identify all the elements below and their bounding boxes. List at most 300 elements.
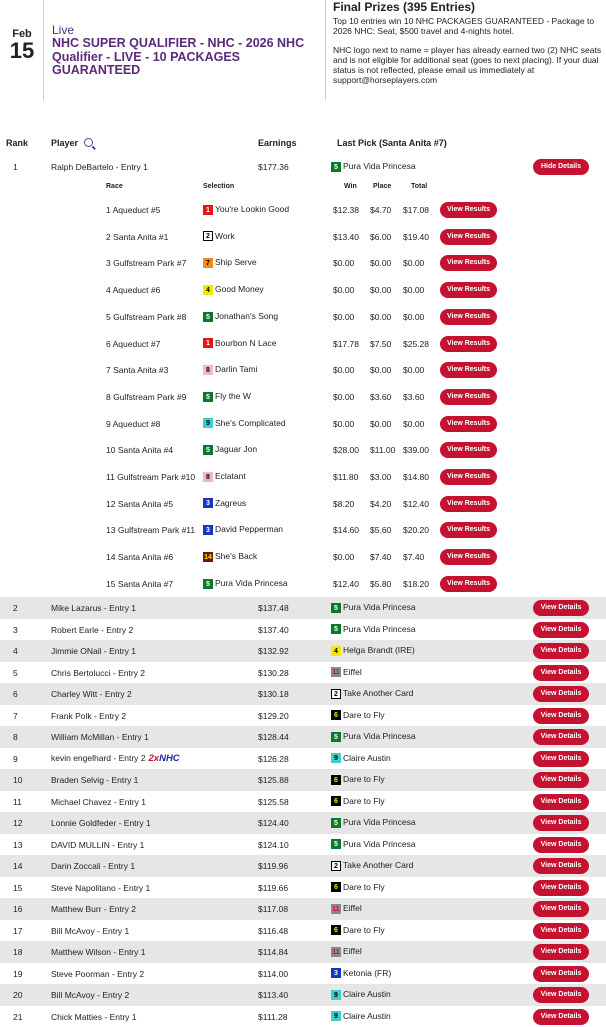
player-name: Matthew Burr - Entry 2 xyxy=(51,904,136,914)
rank-cell: 4 xyxy=(13,646,18,656)
selection-cell xyxy=(203,204,289,215)
post-position-badge: 6 xyxy=(331,882,341,892)
race-detail-row xyxy=(0,254,606,272)
selection-horse: Good Money xyxy=(215,284,264,294)
race-detail-row xyxy=(0,201,606,219)
last-pick-cell xyxy=(331,968,391,979)
place-amount: $11.00 xyxy=(370,445,395,455)
selection-cell xyxy=(203,578,288,589)
post-position-badge: 6 xyxy=(331,710,341,720)
race-detail-row xyxy=(0,521,606,539)
view-details-button[interactable]: View Details xyxy=(533,600,589,616)
player-name: kevin engelhard - Entry 2 xyxy=(51,753,146,763)
player-name: Darin Zoccali - Entry 1 xyxy=(51,861,135,871)
earnings-cell: $119.96 xyxy=(258,861,288,871)
selection-cell xyxy=(203,231,235,242)
view-results-button[interactable]: View Results xyxy=(440,416,497,432)
prizes-title: Final Prizes (395 Entries) xyxy=(333,1,603,14)
view-results-button[interactable]: View Results xyxy=(440,336,497,352)
total-amount: $17.08 xyxy=(403,205,429,215)
post-position-badge: 2 xyxy=(331,861,341,871)
selection-horse: Bourbon N Lace xyxy=(215,338,276,348)
table-row xyxy=(0,941,606,963)
rank-cell: 21 xyxy=(13,1012,22,1022)
place-amount: $0.00 xyxy=(370,258,391,268)
selection-horse: Jonathan's Song xyxy=(215,311,278,321)
place-amount: $7.50 xyxy=(370,339,391,349)
view-results-button[interactable]: View Results xyxy=(440,229,497,245)
last-pick-horse: Dare to Fly xyxy=(343,774,385,784)
player-cell xyxy=(51,775,138,785)
view-results-button[interactable]: View Results xyxy=(440,442,497,458)
last-pick-cell xyxy=(331,161,416,172)
player-name: Mike Lazarus - Entry 1 xyxy=(51,603,136,613)
view-results-button[interactable]: View Results xyxy=(440,576,497,592)
header-divider xyxy=(325,0,326,100)
prizes-panel xyxy=(333,1,603,94)
last-pick-horse: Eiffel xyxy=(343,903,362,913)
player-cell xyxy=(51,969,144,979)
selection-horse: She's Back xyxy=(215,551,257,561)
post-position-badge: 9 xyxy=(331,990,341,1000)
table-row xyxy=(0,726,606,748)
post-position-badge: 5 xyxy=(331,839,341,849)
view-details-button[interactable]: View Details xyxy=(533,880,589,896)
selection-horse: Fly the W xyxy=(215,391,251,401)
rank-cell: 16 xyxy=(13,904,22,914)
rank-cell: 7 xyxy=(13,711,18,721)
place-amount: $5.80 xyxy=(370,579,391,589)
total-amount: $0.00 xyxy=(403,312,424,322)
win-amount: $0.00 xyxy=(333,285,354,295)
col-place: Place xyxy=(373,183,391,190)
place-amount: $4.70 xyxy=(370,205,391,215)
view-details-button[interactable]: View Details xyxy=(533,708,589,724)
post-position-badge: 1 xyxy=(203,338,213,348)
post-position-badge: 3 xyxy=(203,498,213,508)
last-pick-cell xyxy=(331,1011,391,1022)
date-day: 15 xyxy=(6,40,38,62)
post-position-badge: 2 xyxy=(203,231,213,241)
win-amount: $11.80 xyxy=(333,472,358,482)
last-pick-horse: Dare to Fly xyxy=(343,796,385,806)
earnings-cell: $114.84 xyxy=(258,947,288,957)
selection-horse: You're Lookin Good xyxy=(215,204,289,214)
player-cell xyxy=(51,711,126,721)
race-detail-row xyxy=(0,575,606,593)
earnings-cell: $130.28 xyxy=(258,668,289,678)
col-rank: Rank xyxy=(6,138,28,148)
race-name: 7 Santa Anita #3 xyxy=(106,365,168,375)
view-details-button[interactable]: View Details xyxy=(533,858,589,874)
table-row xyxy=(0,984,606,1006)
view-details-button[interactable]: View Details xyxy=(533,944,589,960)
player-cell xyxy=(51,1012,137,1022)
selection-cell xyxy=(203,391,251,402)
post-position-badge: 5 xyxy=(331,624,341,634)
rank-cell: 13 xyxy=(13,840,22,850)
last-pick-cell xyxy=(331,731,416,742)
total-amount: $25.28 xyxy=(403,339,429,349)
post-position-badge: 5 xyxy=(203,392,213,402)
view-details-button[interactable]: View Details xyxy=(533,686,589,702)
race-detail-row xyxy=(0,415,606,433)
last-pick-cell xyxy=(331,710,385,721)
view-details-button[interactable]: View Details xyxy=(533,987,589,1003)
win-amount: $28.00 xyxy=(333,445,359,455)
player-name: Jimmie ONail - Entry 1 xyxy=(51,646,136,656)
player-cell xyxy=(51,990,129,1000)
view-details-button[interactable]: View Details xyxy=(533,772,589,788)
last-pick-horse: Dare to Fly xyxy=(343,882,385,892)
last-pick-horse: Pura Vida Princesa xyxy=(343,817,416,827)
selection-cell xyxy=(203,551,257,562)
last-pick-cell xyxy=(331,688,413,699)
table-row xyxy=(0,812,606,834)
race-detail-row xyxy=(0,548,606,566)
player-name: Frank Polk - Entry 2 xyxy=(51,711,126,721)
last-pick-cell xyxy=(331,839,416,850)
earnings-cell: $177.36 xyxy=(258,162,289,172)
player-cell xyxy=(51,904,136,914)
contest-date xyxy=(6,28,38,62)
win-amount: $0.00 xyxy=(333,312,354,322)
last-pick-cell xyxy=(331,796,385,807)
last-pick-cell xyxy=(331,860,413,871)
race-name: 3 Gulfstream Park #7 xyxy=(106,258,186,268)
selection-cell xyxy=(203,284,264,295)
rank-cell: 20 xyxy=(13,990,22,1000)
rank-cell: 5 xyxy=(13,668,18,678)
race-detail-row xyxy=(0,495,606,513)
last-pick-horse: Pura Vida Princesa xyxy=(343,731,416,741)
post-position-badge: 5 xyxy=(203,445,213,455)
view-results-button[interactable]: View Results xyxy=(440,469,497,485)
last-pick-cell xyxy=(331,753,391,764)
race-name: 11 Gulfstream Park #10 xyxy=(106,472,195,482)
earnings-cell: $114.00 xyxy=(258,969,288,979)
post-position-badge: 3 xyxy=(203,525,213,535)
post-position-badge: 9 xyxy=(203,418,213,428)
post-position-badge: 5 xyxy=(331,162,341,172)
selection-cell xyxy=(203,444,257,455)
race-name: 9 Aqueduct #8 xyxy=(106,419,160,429)
place-amount: $3.00 xyxy=(370,472,391,482)
post-position-badge: 7 xyxy=(203,258,213,268)
view-results-button[interactable]: View Results xyxy=(440,309,497,325)
earnings-cell: $125.58 xyxy=(258,797,289,807)
rank-cell: 11 xyxy=(13,797,22,807)
rank-cell: 9 xyxy=(13,754,18,764)
race-detail-row xyxy=(0,388,606,406)
search-icon[interactable] xyxy=(84,138,93,147)
total-amount: $0.00 xyxy=(403,258,424,268)
player-name: Chick Matties - Entry 1 xyxy=(51,1012,137,1022)
player-cell xyxy=(51,668,145,678)
view-results-button[interactable]: View Results xyxy=(440,389,497,405)
post-position-badge: 11 xyxy=(331,947,341,957)
selection-horse: She's Complicated xyxy=(215,418,286,428)
last-pick-cell xyxy=(331,774,385,785)
total-amount: $20.20 xyxy=(403,525,429,535)
last-pick-horse: Dare to Fly xyxy=(343,925,385,935)
total-amount: $0.00 xyxy=(403,285,424,295)
player-name: Steve Napolitano - Entry 1 xyxy=(51,883,150,893)
view-results-button[interactable]: View Results xyxy=(440,549,497,565)
hide-details-button[interactable]: Hide Details xyxy=(533,159,589,175)
nhc-badge-text: NHC xyxy=(159,753,180,764)
win-amount: $13.40 xyxy=(333,232,359,242)
post-position-badge: 5 xyxy=(203,579,213,589)
earnings-cell: $128.44 xyxy=(258,732,289,742)
earnings-cell: $124.40 xyxy=(258,818,289,828)
player-cell xyxy=(51,883,150,893)
col-win: Win xyxy=(344,183,357,190)
earnings-cell: $125.88 xyxy=(258,775,289,785)
last-pick-horse: Take Another Card xyxy=(343,688,413,698)
player-cell xyxy=(51,646,136,656)
view-details-button[interactable]: View Details xyxy=(533,815,589,831)
col-race: Race xyxy=(106,183,123,190)
race-name: 8 Gulfstream Park #9 xyxy=(106,392,186,402)
last-pick-horse: Dare to Fly xyxy=(343,710,385,720)
post-position-badge: 11 xyxy=(331,904,341,914)
last-pick-cell xyxy=(331,989,391,1000)
nhc-badge-prefix: 2x xyxy=(149,753,160,764)
place-amount: $7.40 xyxy=(370,552,391,562)
race-detail-row xyxy=(0,361,606,379)
earnings-cell: $132.92 xyxy=(258,646,289,656)
player-name: Chris Bertolucci - Entry 2 xyxy=(51,668,145,678)
post-position-badge: 8 xyxy=(203,472,213,482)
total-amount: $7.40 xyxy=(403,552,424,562)
view-details-button[interactable]: View Details xyxy=(533,794,589,810)
total-amount: $19.40 xyxy=(403,232,429,242)
view-details-button[interactable]: View Details xyxy=(533,837,589,853)
view-results-button[interactable]: View Results xyxy=(440,362,497,378)
total-amount: $14.80 xyxy=(403,472,429,482)
post-position-badge: 4 xyxy=(203,285,213,295)
player-cell xyxy=(51,818,151,828)
player-cell xyxy=(51,732,149,742)
rank-cell: 8 xyxy=(13,732,18,742)
player-name: Lonnie Goldfeder - Entry 1 xyxy=(51,818,151,828)
selection-horse: David Pepperman xyxy=(215,524,283,534)
rank-cell: 19 xyxy=(13,969,22,979)
table-row xyxy=(0,683,606,705)
view-details-button[interactable]: View Details xyxy=(533,729,589,745)
win-amount: $0.00 xyxy=(333,258,354,268)
view-results-button[interactable]: View Results xyxy=(440,255,497,271)
last-pick-cell xyxy=(331,903,362,914)
table-row xyxy=(0,791,606,813)
player-cell xyxy=(51,603,136,613)
date-month: Feb xyxy=(6,28,38,40)
view-details-button[interactable]: View Details xyxy=(533,923,589,939)
player-cell xyxy=(51,840,144,850)
last-pick-cell xyxy=(331,624,416,635)
post-position-badge: 8 xyxy=(203,365,213,375)
col-selection: Selection xyxy=(203,183,234,190)
race-detail-row xyxy=(0,441,606,459)
earnings-cell: $116.48 xyxy=(258,926,288,936)
table-row xyxy=(0,877,606,899)
rank-cell: 1 xyxy=(13,162,18,172)
race-name: 2 Santa Anita #1 xyxy=(106,232,168,242)
view-results-button[interactable]: View Results xyxy=(440,496,497,512)
place-amount: $4.20 xyxy=(370,499,391,509)
total-amount: $18.20 xyxy=(403,579,429,589)
player-name: Bill McAvoy - Entry 1 xyxy=(51,926,129,936)
place-amount: $0.00 xyxy=(370,419,391,429)
player-name: William McMillan - Entry 1 xyxy=(51,732,149,742)
selection-cell xyxy=(203,471,246,482)
table-row xyxy=(0,640,606,662)
rank-cell: 10 xyxy=(13,775,22,785)
place-amount: $5.60 xyxy=(370,525,391,535)
player-name: Charley Witt - Entry 2 xyxy=(51,689,132,699)
selection-horse: Eclatant xyxy=(215,471,246,481)
last-pick-horse: Pura Vida Princesa xyxy=(343,839,416,849)
win-amount: $12.38 xyxy=(333,205,359,215)
earnings-cell: $117.08 xyxy=(258,904,288,914)
last-pick-cell xyxy=(331,817,416,828)
race-detail-row xyxy=(0,281,606,299)
nhc-badge xyxy=(149,753,180,764)
post-position-badge: 6 xyxy=(331,925,341,935)
view-results-button[interactable]: View Results xyxy=(440,202,497,218)
prizes-note: NHC logo next to name = player has already earned two (2) NHC seats and is not eligible for additional seat (goes to next placing). If your dual status is not reflected, please email us immediately at support@horseplayers.com xyxy=(333,45,603,85)
post-position-badge: 5 xyxy=(331,818,341,828)
view-details-button[interactable]: View Details xyxy=(533,751,589,767)
view-results-button[interactable]: View Results xyxy=(440,282,497,298)
post-position-badge: 9 xyxy=(331,1011,341,1021)
race-name: 4 Aqueduct #6 xyxy=(106,285,160,295)
view-details-button[interactable]: View Details xyxy=(533,1009,589,1025)
table-row xyxy=(0,920,606,942)
earnings-cell: $130.18 xyxy=(258,689,289,699)
col-last-pick: Last Pick (Santa Anita #7) xyxy=(337,138,447,148)
last-pick-cell xyxy=(331,882,385,893)
table-row xyxy=(0,597,606,619)
view-results-button[interactable]: View Results xyxy=(440,522,497,538)
post-position-badge: 6 xyxy=(331,775,341,785)
place-amount: $0.00 xyxy=(370,365,391,375)
total-amount: $0.00 xyxy=(403,419,424,429)
last-pick-horse: Helga Brandt (IRE) xyxy=(343,645,415,655)
selection-horse: Work xyxy=(215,231,235,241)
last-pick-horse: Pura Vida Princesa xyxy=(343,161,416,171)
win-amount: $0.00 xyxy=(333,552,354,562)
earnings-cell: $124.10 xyxy=(258,840,289,850)
player-name: Matthew Wilson - Entry 1 xyxy=(51,947,145,957)
player-cell xyxy=(51,753,180,764)
last-pick-cell xyxy=(331,946,362,957)
table-row xyxy=(0,662,606,684)
player-name: Robert Earle - Entry 2 xyxy=(51,625,133,635)
contest-header xyxy=(0,0,606,130)
win-amount: $8.20 xyxy=(333,499,354,509)
earnings-cell: $126.28 xyxy=(258,754,289,764)
player-name: Steve Poorman - Entry 2 xyxy=(51,969,144,979)
earnings-cell: $111.28 xyxy=(258,1012,287,1022)
last-pick-horse: Claire Austin xyxy=(343,989,391,999)
last-pick-cell xyxy=(331,602,416,613)
table-row xyxy=(0,748,606,770)
player-name: Bill McAvoy - Entry 2 xyxy=(51,990,129,1000)
rank-cell: 6 xyxy=(13,689,18,699)
race-detail-row xyxy=(0,335,606,353)
race-detail-row xyxy=(0,228,606,246)
race-detail-row xyxy=(0,308,606,326)
table-row xyxy=(0,158,606,176)
contest-title: NHC SUPER QUALIFIER - NHC - 2026 NHC Qualifier - LIVE - 10 PACKAGES GUARANTEED xyxy=(52,37,314,78)
win-amount: $17.78 xyxy=(333,339,359,349)
player-cell xyxy=(51,625,133,635)
post-position-badge: 14 xyxy=(203,552,213,562)
player-name: Michael Chavez - Entry 1 xyxy=(51,797,146,807)
total-amount: $3.60 xyxy=(403,392,424,402)
leaderboard-header xyxy=(0,138,606,150)
post-position-badge: 3 xyxy=(331,968,341,978)
view-details-button[interactable]: View Details xyxy=(533,901,589,917)
rank-cell: 14 xyxy=(13,861,22,871)
race-name: 10 Santa Anita #4 xyxy=(106,445,173,455)
view-details-button[interactable]: View Details xyxy=(533,966,589,982)
win-amount: $14.60 xyxy=(333,525,359,535)
race-name: 5 Gulfstream Park #8 xyxy=(106,312,186,322)
selection-cell xyxy=(203,338,276,349)
col-player xyxy=(51,138,78,148)
post-position-badge: 5 xyxy=(331,603,341,613)
rank-cell: 12 xyxy=(13,818,22,828)
selection-cell xyxy=(203,364,257,375)
col-player-label: Player xyxy=(51,138,78,148)
post-position-badge: 1 xyxy=(203,205,213,215)
earnings-cell: $137.40 xyxy=(258,625,289,635)
selection-horse: Darlin Tami xyxy=(215,364,257,374)
win-amount: $12.40 xyxy=(333,579,359,589)
col-total: Total xyxy=(411,183,427,190)
selection-cell xyxy=(203,418,286,429)
rank-cell: 18 xyxy=(13,947,22,957)
earnings-cell: $119.66 xyxy=(258,883,288,893)
header-divider xyxy=(43,0,44,100)
player-cell xyxy=(51,861,135,871)
race-name: 6 Aqueduct #7 xyxy=(106,339,160,349)
table-row xyxy=(0,898,606,920)
view-details-button[interactable]: View Details xyxy=(533,643,589,659)
last-pick-cell xyxy=(331,925,385,936)
table-row xyxy=(0,705,606,727)
last-pick-cell xyxy=(331,645,415,656)
last-pick-horse: Take Another Card xyxy=(343,860,413,870)
win-amount: $0.00 xyxy=(333,392,354,402)
place-amount: $6.00 xyxy=(370,232,391,242)
post-position-badge: 5 xyxy=(203,312,213,322)
earnings-cell: $129.20 xyxy=(258,711,289,721)
view-details-button[interactable]: View Details xyxy=(533,622,589,638)
total-amount: $39.00 xyxy=(403,445,429,455)
total-amount: $12.40 xyxy=(403,499,429,509)
player-name: Ralph DeBartelo - Entry 1 xyxy=(51,162,148,172)
total-amount: $0.00 xyxy=(403,365,424,375)
selection-cell xyxy=(203,524,283,535)
view-details-button[interactable]: View Details xyxy=(533,665,589,681)
player-cell xyxy=(51,689,132,699)
selection-horse: Jaguar Jon xyxy=(215,444,257,454)
selection-cell xyxy=(203,311,278,322)
